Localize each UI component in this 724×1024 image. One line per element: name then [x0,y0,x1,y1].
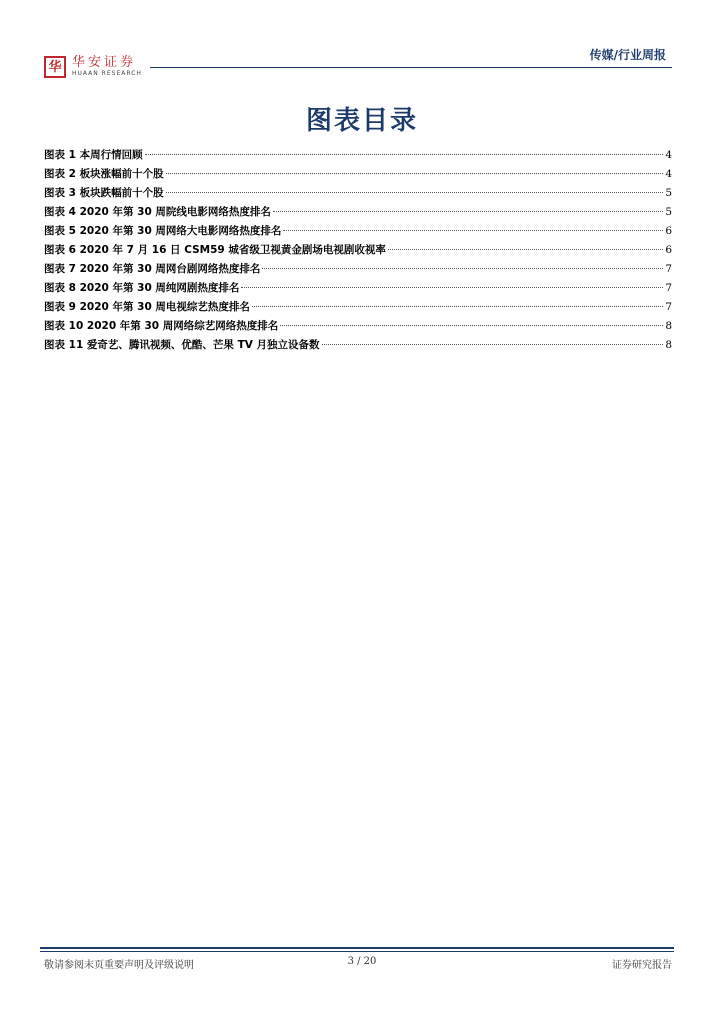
toc-entry[interactable] [44,280,672,299]
toc-entry-page: 7 [665,282,672,294]
report-category: 传媒/行业周报 [589,48,666,62]
toc-entry-page: 4 [665,149,672,161]
toc-entry-page: 5 [665,187,672,199]
footer-disclaimer: 敬请参阅末页重要声明及评级说明 [44,960,194,971]
footer-divider [40,947,674,949]
toc-entry-page: 5 [665,206,672,218]
toc-entry[interactable] [44,166,672,185]
toc-entry[interactable] [44,242,672,261]
toc-entry-page: 6 [665,244,672,256]
leader-dots [283,230,663,231]
toc-entry-label: 图表 6 2020 年 7 月 16 日 CSM59 城省级卫视黄金剧场电视剧收视率 [44,244,386,256]
toc-entry-page: 7 [665,301,672,313]
toc-entry-label: 图表 7 2020 年第 30 周网台剧网络热度排名 [44,263,261,275]
leader-dots [280,325,663,326]
leader-dots [273,211,663,212]
company-logo [44,56,142,78]
leader-dots [241,287,663,288]
leader-dots [252,306,663,307]
toc-entry-page: 7 [665,263,672,275]
logo-chinese-name: 华安证券 [72,55,137,70]
toc-entry[interactable] [44,185,672,204]
header-divider [150,67,672,68]
toc-entry-label: 图表 4 2020 年第 30 周院线电影网络热度排名 [44,206,271,218]
toc-entry-page: 8 [665,320,672,332]
leader-dots [145,154,664,155]
leader-dots [166,173,664,174]
toc-entry-label: 图表 10 2020 年第 30 周网络综艺网络热度排名 [44,320,279,332]
leader-dots [388,249,663,250]
toc-entry[interactable] [44,299,672,318]
logo-seal-icon: 华 [44,56,66,78]
toc-entry[interactable] [44,318,672,337]
toc-entry-label: 图表 1 本周行情回顾 [44,149,143,161]
footer-divider-thin [40,951,674,952]
page-title: 图表目录 [305,106,418,136]
toc-entry-page: 8 [665,339,672,351]
toc-list [44,147,672,356]
leader-dots [166,192,664,193]
toc-entry-label: 图表 11 爱奇艺、腾讯视频、优酷、芒果 TV 月独立设备数 [44,339,320,351]
logo-english-name: HUAAN RESEARCH [72,70,142,77]
footer-doc-type: 证券研究报告 [612,960,672,971]
toc-entry-page: 6 [665,225,672,237]
logo-wordmark [72,56,142,78]
toc-entry-label: 图表 3 板块跌幅前十个股 [44,187,164,199]
toc-entry-label: 图表 2 板块涨幅前十个股 [44,168,164,180]
toc-entry-label: 图表 9 2020 年第 30 周电视综艺热度排名 [44,301,250,313]
toc-entry[interactable] [44,261,672,280]
leader-dots [262,268,663,269]
toc-entry[interactable] [44,204,672,223]
leader-dots [322,344,664,345]
toc-entry[interactable] [44,147,672,166]
toc-entry-page: 4 [665,168,672,180]
toc-entry[interactable] [44,223,672,242]
page-number: 3 / 20 [347,956,377,967]
toc-entry-label: 图表 5 2020 年第 30 周网络大电影网络热度排名 [44,225,282,237]
toc-entry-label: 图表 8 2020 年第 30 周纯网剧热度排名 [44,282,240,294]
toc-entry[interactable] [44,337,672,356]
